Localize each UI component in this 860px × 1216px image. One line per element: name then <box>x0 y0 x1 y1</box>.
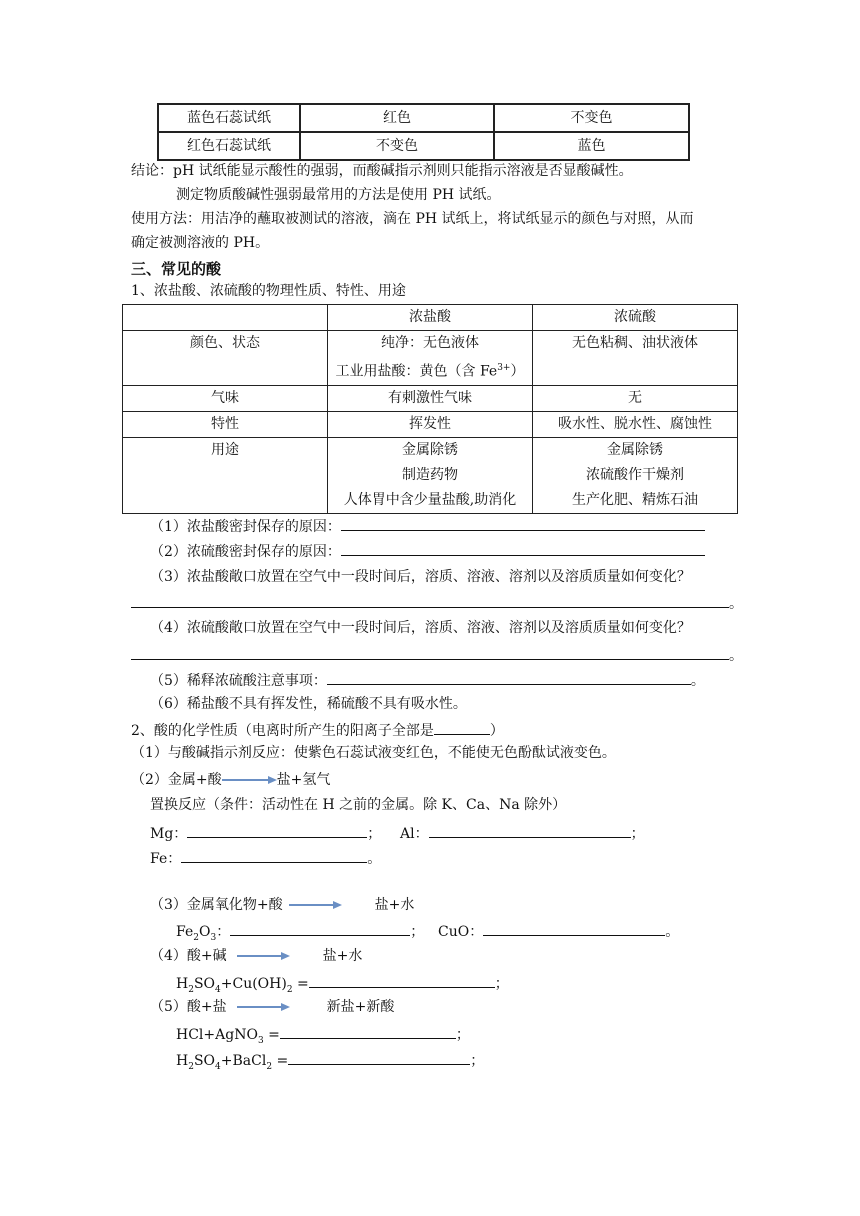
question-3: （3）浓盐酸敞口放置在空气中一段时间后，溶质、溶液、溶剂以及溶质质量如何变化？ <box>150 569 691 585</box>
reaction-right: 盐+氢气 <box>276 772 331 788</box>
cell-line <box>328 356 532 385</box>
subscript: 2 <box>286 984 293 995</box>
h2so4-bacl2-equation <box>176 1049 484 1077</box>
answer-blank[interactable] <box>288 1049 470 1065</box>
question-6: （6）稀盐酸不具有挥发性，稀硫酸不具有吸水性。 <box>150 696 467 712</box>
cuo-equation <box>438 920 679 942</box>
formula-text: SO <box>193 1053 216 1069</box>
table-cell: 无 <box>533 385 738 411</box>
fe-equation <box>150 847 381 869</box>
table-cell: 蓝色 <box>494 132 689 160</box>
punctuation: ； <box>470 1053 485 1069</box>
answer-blank[interactable] <box>429 822 631 838</box>
h2so4-cuoh2-equation <box>176 972 509 1000</box>
conclusion-text: 结论：pH 试纸能显示酸性的强弱，而酸碱指示剂则只能指示溶液是否显酸碱性。 <box>131 163 633 179</box>
reaction-right: 盐+水 <box>322 948 363 964</box>
usage-text-continued: 确定被测溶液的 PH。 <box>131 235 270 251</box>
table-cell: 特性 <box>123 411 328 437</box>
table-cell <box>533 437 738 513</box>
subscript: 3 <box>257 1035 264 1046</box>
table-row <box>123 305 738 331</box>
property-2 <box>131 770 330 790</box>
answer-blank[interactable] <box>181 847 367 863</box>
table-header-h2so4: 浓硫酸 <box>533 305 738 331</box>
table-row <box>123 331 738 386</box>
al-equation <box>400 822 645 844</box>
table-cell <box>328 331 533 386</box>
arrow-right-icon <box>222 775 277 785</box>
subscript: 2 <box>188 984 194 995</box>
table-row <box>123 437 738 513</box>
formula-text: Fe <box>176 924 194 940</box>
label: Fe： <box>150 851 182 867</box>
formula-text: = <box>292 976 309 992</box>
table-cell: 不变色 <box>300 132 494 160</box>
table-cell: 用途 <box>123 437 328 513</box>
punctuation: 。 <box>729 596 743 612</box>
answer-blank[interactable] <box>280 1023 456 1039</box>
reaction-left: （4）酸+碱 <box>150 948 227 964</box>
cell-line: 制造药物 <box>402 466 458 483</box>
cell-text: 工业用盐酸：黄色（含 Fe <box>335 363 498 380</box>
arrow-right-icon <box>237 1002 319 1012</box>
label: Mg： <box>150 826 188 842</box>
table-row <box>123 411 738 437</box>
property-3 <box>150 895 414 915</box>
punctuation: ； <box>410 924 425 940</box>
subsection-title-2 <box>131 719 504 741</box>
arrow-right-icon <box>237 951 319 961</box>
question-text: （2）浓硫酸密封保存的原因： <box>150 544 341 560</box>
subscript: 4 <box>215 984 221 995</box>
punctuation: ； <box>367 826 382 842</box>
subscript: 2 <box>266 1061 273 1072</box>
cell-line: 人体胃中含少量盐酸,助消化 <box>343 491 517 508</box>
answer-blank[interactable] <box>434 719 490 735</box>
formula-text: +Cu(OH) <box>220 976 287 992</box>
formula-text: +BaCl <box>220 1053 267 1069</box>
table-row <box>158 104 689 132</box>
question-4: （4）浓硫酸敞口放置在空气中一段时间后，溶质、溶液、溶剂以及溶质质量如何变化？ <box>150 620 691 636</box>
answer-blank[interactable] <box>483 920 665 936</box>
property-2-note: 置换反应（条件：活动性在 H 之前的金属。除 K、Ca、Na 除外） <box>150 797 567 813</box>
cell-line: 生产化肥、精炼石油 <box>572 491 698 508</box>
table-cell: 红色石蕊试纸 <box>158 132 300 160</box>
superscript: 3+ <box>497 363 511 373</box>
reaction-left: （3）金属氧化物+酸 <box>150 897 283 913</box>
answer-blank[interactable] <box>327 669 691 685</box>
formula-text: = <box>272 1053 289 1069</box>
property-5 <box>150 997 394 1017</box>
subscript: 4 <box>215 1061 221 1072</box>
table-cell <box>123 305 328 331</box>
table-cell: 红色 <box>300 104 494 132</box>
cell-line: 纯净：无色液体 <box>381 335 479 351</box>
punctuation: ； <box>455 1027 470 1043</box>
question-text: （1）浓盐酸密封保存的原因： <box>150 519 341 535</box>
table-row <box>123 385 738 411</box>
formula-text: HCl+AgNO <box>176 1027 258 1043</box>
table-cell: 有刺激性气味 <box>328 385 533 411</box>
title-text: ） <box>489 723 504 739</box>
formula-text: O <box>198 924 211 940</box>
subscript: 2 <box>188 1061 194 1072</box>
cell-line: 浓硫酸作干燥剂 <box>586 466 684 483</box>
section-title: 三、常见的酸 <box>131 260 222 278</box>
cell-line: 金属除锈 <box>607 441 663 458</box>
formula-text: H <box>176 976 189 992</box>
label: CuO： <box>438 924 484 940</box>
acid-properties-table <box>122 304 738 514</box>
question-text: （5）稀释浓硫酸注意事项： <box>150 673 327 689</box>
formula-text: H <box>176 1053 189 1069</box>
punctuation: 。 <box>729 648 743 664</box>
answer-blank[interactable] <box>341 515 705 531</box>
question-1 <box>150 515 705 537</box>
formula-text: ： <box>216 924 231 940</box>
table-cell: 气味 <box>123 385 328 411</box>
subscript: 3 <box>210 932 217 943</box>
question-3-answer <box>131 592 743 614</box>
usage-text: 使用方法：用洁净的蘸取被测试的溶液，滴在 PH 试纸上，将试纸显示的颜色与对照，从而 <box>131 211 694 227</box>
table-cell <box>328 437 533 513</box>
table-cell: 无色粘稠、油状液体 <box>533 331 738 386</box>
punctuation: 。 <box>690 673 705 689</box>
title-text: 2、酸的化学性质（电离时所产生的阳离子全部是 <box>131 723 434 739</box>
table-cell: 挥发性 <box>328 411 533 437</box>
indicator-table <box>157 103 690 161</box>
reaction-right: 新盐+新酸 <box>326 999 395 1015</box>
punctuation: 。 <box>665 924 680 940</box>
formula-text: SO <box>193 976 216 992</box>
subscript: 2 <box>193 932 199 943</box>
table-cell: 吸水性、脱水性、腐蚀性 <box>533 411 738 437</box>
cell-text: ） <box>510 363 525 380</box>
label: Al： <box>400 826 429 842</box>
fe2o3-equation <box>176 920 424 948</box>
answer-blank[interactable] <box>131 592 729 608</box>
answer-blank[interactable] <box>187 822 367 838</box>
punctuation: ； <box>630 826 645 842</box>
cell-line: 金属除锈 <box>402 441 458 458</box>
question-2 <box>150 540 705 562</box>
table-cell: 蓝色石蕊试纸 <box>158 104 300 132</box>
answer-blank[interactable] <box>341 540 705 556</box>
question-4-answer <box>131 644 743 666</box>
ph-method-text: 测定物质酸碱性强弱最常用的方法是使用 PH 试纸。 <box>176 187 501 203</box>
property-4 <box>150 946 362 966</box>
reaction-left: （2）金属+酸 <box>131 772 222 788</box>
table-header-hcl: 浓盐酸 <box>328 305 533 331</box>
arrow-right-icon <box>289 900 369 910</box>
question-5 <box>150 669 705 691</box>
table-cell: 颜色、状态 <box>123 331 328 386</box>
reaction-right: 盐+水 <box>374 897 415 913</box>
punctuation: 。 <box>367 851 382 867</box>
property-1: （1）与酸碱指示剂反应：使紫色石蕊试液变红色，不能使无色酚酞试液变色。 <box>131 745 616 761</box>
punctuation: ； <box>494 976 509 992</box>
table-cell: 不变色 <box>494 104 689 132</box>
answer-blank[interactable] <box>131 644 729 660</box>
mg-equation <box>150 822 381 844</box>
reaction-left: （5）酸+盐 <box>150 999 227 1015</box>
answer-blank[interactable] <box>230 920 410 936</box>
hcl-agno3-equation <box>176 1023 470 1051</box>
subsection-title: 1、浓盐酸、浓硫酸的物理性质、特性、用途 <box>131 283 406 299</box>
table-row <box>158 132 689 160</box>
formula-text: = <box>263 1027 280 1043</box>
answer-blank[interactable] <box>309 972 495 988</box>
